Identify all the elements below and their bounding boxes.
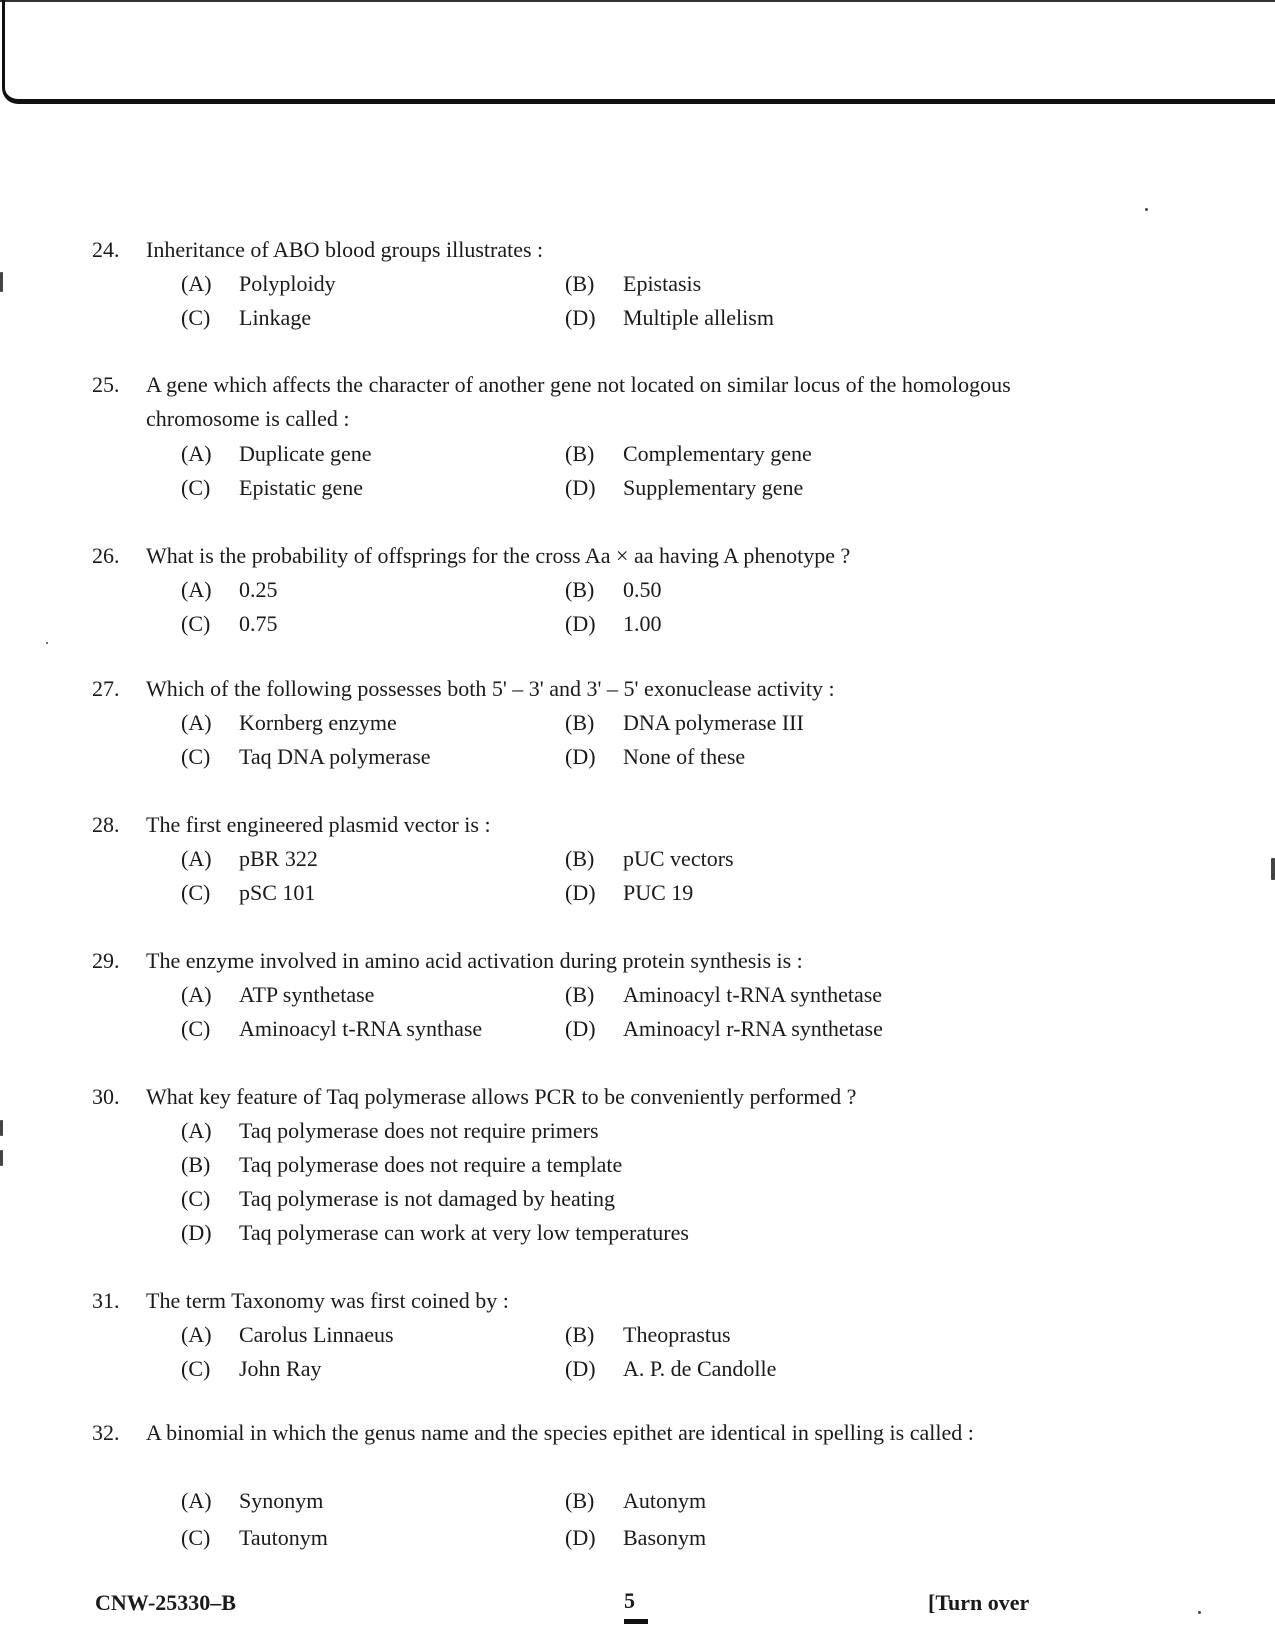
option-letter: (A) (181, 1118, 212, 1143)
option-letter: (B) (181, 1152, 211, 1177)
option-text: 1.00 (623, 611, 662, 636)
option-text: 0.75 (239, 611, 278, 636)
option-text: Epistatic gene (239, 475, 364, 500)
option-letter: (B) (565, 271, 595, 296)
option-text: Multiple allelism (623, 305, 774, 330)
option-letter: (D) (565, 880, 596, 905)
option-text: Carolus Linnaeus (239, 1322, 394, 1347)
option-letter: (C) (181, 1186, 211, 1211)
option-text: ATP synthetase (239, 982, 375, 1007)
paper-code: CNW-25330–B (95, 1590, 236, 1615)
option-letter: (D) (565, 305, 596, 330)
option-text: Aminoacyl t-RNA synthase (239, 1016, 483, 1041)
option-letter: (D) (565, 1356, 596, 1381)
option-text: 0.25 (239, 577, 278, 602)
option-letter: (D) (565, 611, 596, 636)
option-text: A. P. de Candolle (623, 1356, 777, 1381)
option-letter: (A) (181, 441, 212, 466)
option-letter: (A) (181, 710, 212, 735)
option-text: Kornberg enzyme (239, 710, 397, 735)
option-letter: (A) (181, 846, 212, 871)
question-text: The term Taxonomy was first coined by : (146, 1288, 509, 1313)
option-text: PUC 19 (623, 880, 694, 905)
question-number: 32. (92, 1420, 120, 1445)
question-number: 30. (92, 1084, 120, 1109)
option-letter: (B) (565, 577, 595, 602)
scan-speck (1198, 1611, 1201, 1614)
option-text: Tautonym (239, 1525, 328, 1550)
question-number: 27. (92, 676, 120, 701)
option-letter: (B) (565, 710, 595, 735)
option-text: None of these (623, 744, 746, 769)
scan-speck (1145, 208, 1148, 211)
option-letter: (C) (181, 305, 211, 330)
option-letter: (C) (181, 1016, 211, 1041)
question-text: The first engineered plasmid vector is : (146, 812, 491, 837)
question-text: The enzyme involved in amino acid activation during protein synthesis is : (146, 948, 803, 973)
question-text: Inheritance of ABO blood groups illustrates : (146, 237, 544, 262)
option-text: Taq polymerase is not damaged by heating (239, 1186, 616, 1211)
option-text: Duplicate gene (239, 441, 372, 466)
question-text: A gene which affects the character of another gene not located on similar locus of the homologous chromosome is called : (146, 372, 1011, 431)
option-text: Supplementary gene (623, 475, 804, 500)
option-letter: (B) (565, 982, 595, 1007)
option-text: Linkage (239, 305, 312, 330)
question-number: 31. (92, 1288, 120, 1313)
option-letter: (D) (565, 1525, 596, 1550)
scan-speck (0, 1120, 3, 1136)
option-letter: (D) (565, 744, 596, 769)
page-number-underline (624, 1619, 648, 1624)
option-text: pBR 322 (239, 846, 318, 871)
question-text: A binomial in which the genus name and the species epithet are identical in spelling is called : (146, 1420, 974, 1445)
option-text: Theoprastus (623, 1322, 731, 1347)
option-text: Taq polymerase does not require a template (239, 1152, 623, 1177)
option-text: Synonym (239, 1488, 324, 1513)
turn-over-label: [Turn over (928, 1590, 1030, 1615)
option-text: Taq DNA polymerase (239, 744, 431, 769)
option-letter: (D) (565, 1016, 596, 1041)
option-letter: (D) (181, 1220, 212, 1245)
option-text: pSC 101 (239, 880, 316, 905)
option-letter: (C) (181, 475, 211, 500)
option-letter: (B) (565, 1322, 595, 1347)
scan-speck (0, 1150, 3, 1166)
question-number: 29. (92, 948, 120, 973)
question-number: 26. (92, 543, 120, 568)
scan-speck (0, 272, 3, 292)
option-text: Autonym (623, 1488, 707, 1513)
option-text: Polyploidy (239, 271, 336, 296)
option-text: Taq polymerase can work at very low temperatures (239, 1220, 689, 1245)
option-text: Aminoacyl r-RNA synthetase (623, 1016, 883, 1041)
page-number: 5 (624, 1588, 635, 1613)
option-text: John Ray (239, 1356, 322, 1381)
option-letter: (A) (181, 982, 212, 1007)
question-text: Which of the following possesses both 5' – 3' and 3' – 5' exonuclease activity : (146, 676, 835, 701)
option-letter: (A) (181, 271, 212, 296)
option-text: Complementary gene (623, 441, 812, 466)
option-letter: (C) (181, 611, 211, 636)
option-letter: (C) (181, 1525, 211, 1550)
question-number: 28. (92, 812, 120, 837)
option-letter: (A) (181, 1322, 212, 1347)
option-letter: (B) (565, 441, 595, 466)
option-text: pUC vectors (623, 846, 734, 871)
option-letter: (B) (565, 1488, 595, 1513)
option-letter: (C) (181, 880, 211, 905)
option-text: Basonym (623, 1525, 707, 1550)
question-number: 25. (92, 372, 120, 397)
option-letter: (A) (181, 577, 212, 602)
option-text: 0.50 (623, 577, 662, 602)
option-letter: (D) (565, 475, 596, 500)
question-number: 24. (92, 237, 120, 262)
option-letter: (C) (181, 1356, 211, 1381)
question-text: What is the probability of offsprings for the cross Aa × aa having A phenotype ? (146, 543, 851, 568)
option-letter: (B) (565, 846, 595, 871)
header-frame (2, 0, 1275, 104)
option-letter: (A) (181, 1488, 212, 1513)
scan-speck (1271, 858, 1275, 880)
option-text: Taq polymerase does not require primers (239, 1118, 599, 1143)
option-letter: (C) (181, 744, 211, 769)
question-text: What key feature of Taq polymerase allows PCR to be conveniently performed ? (146, 1084, 857, 1109)
option-text: Epistasis (623, 271, 702, 296)
option-text: DNA polymerase III (623, 710, 804, 735)
scan-speck (46, 642, 48, 644)
option-text: Aminoacyl t-RNA synthetase (623, 982, 883, 1007)
